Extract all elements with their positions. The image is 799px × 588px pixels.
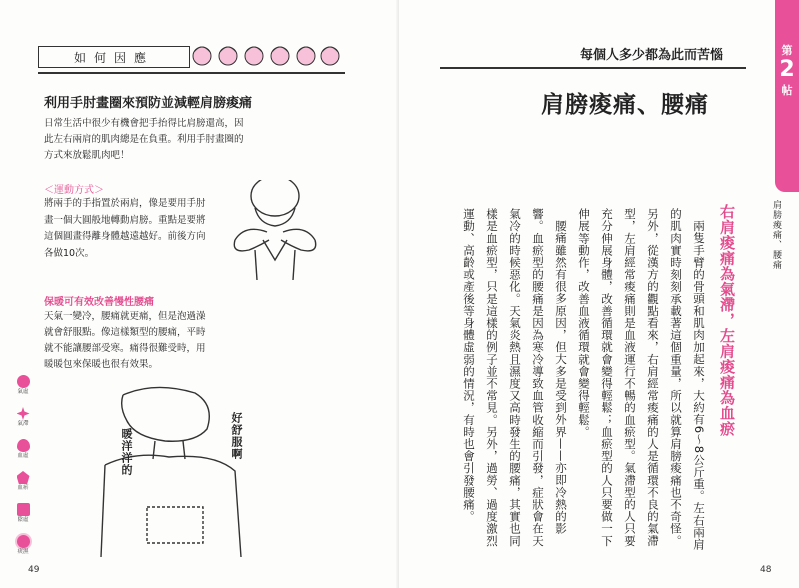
header-rule	[38, 72, 345, 74]
warm-text: 天氣一變冷，腰痛就更痛，但是泡過澡就會舒服點。像這樣類型的腰痛，平時就不能讓腰部受寒。痛得很難受時，用暖暖包來保暖也很有效果。	[44, 311, 206, 370]
faces-illustration	[190, 38, 342, 72]
dampness-icon: 痰濕	[12, 535, 34, 561]
page-number-right: 48	[760, 565, 772, 575]
qi-stagnation-icon: 氣滯	[12, 407, 34, 433]
page-subtitle: 每個人多少都為此而苦惱	[580, 48, 724, 63]
left-page	[0, 0, 399, 588]
blood-deficiency-icon: 血虛	[12, 439, 34, 465]
qi-deficiency-icon: 氣虛	[12, 375, 34, 401]
intro-text: 日常生活中很少有機會把手抬得比肩膀還高，因此左右兩肩的肌肉總是在負重。利用手肘畫圈的方式來放鬆肌肉吧！	[44, 118, 244, 161]
page-title: 肩膀痠痛、腰痛	[541, 92, 709, 118]
vertical-body-text	[440, 208, 710, 553]
vertical-heading: 右肩痠痛為氣滯，左肩痠痛為血瘀	[718, 204, 736, 437]
yin-deficiency-icon: 陰虛	[12, 503, 34, 529]
warm-heading: 保暖可有效改善慢性腰痛	[44, 297, 154, 308]
speech-warm: 暖洋洋的	[120, 428, 133, 476]
blood-stasis-icon: 血瘀	[12, 471, 34, 497]
running-head: 肩膀痠痛、腰痛	[771, 200, 781, 270]
header-box: 如何因應	[38, 46, 190, 68]
exercise-text: 將兩手的手指置於兩肩，像是要用手肘畫一個大圓般地轉動肩膀。重點是要將這個圓畫得離身體越遠越好。前後方向各做10次。	[44, 198, 206, 259]
chapter-tab: 第 2 帖	[775, 0, 799, 192]
title-rule	[440, 67, 746, 69]
page-number-left: 49	[28, 565, 40, 575]
exercise-heading: ＜運動方式＞	[44, 185, 104, 196]
body-paragraph-1: 兩隻手臂的骨頭和肌肉加起來，大約有6～8公斤重。左右兩肩的肌肉實時刻刻承載著這個重量，所以就算肩膀痠痛也不奇怪。另外，從漢方的觀點看來，右肩經常痠痛的人是循環不良的氣滯型，左肩經常痠痛則是血液運行不暢的血瘀型。氣滯型的人只要充分伸展身體，改善循環就會變得輕鬆；血瘀型的人只要做一下伸展等動作，改善血液循環就會變得輕鬆。	[577, 208, 706, 550]
section-title: 利用手肘畫圈來預防並減輕肩膀痠痛	[44, 96, 253, 111]
speech-comfortable: 好舒服啊	[230, 412, 243, 460]
constitution-icons	[12, 375, 34, 567]
shoulder-exercise-illustration	[215, 180, 335, 280]
body-paragraph-2: 腰痛雖然有很多原因，但大多是受到外界——亦即冷熱的影響。血瘀型的腰痛是因為寒冷導致血管收縮而引發，症狀會在天氣冷的時候惡化。天氣炎熱且濕度又高時發生的腰痛，其實也同樣是血瘀型，只是這樣的例子並不常見。另外，過勞、過度激烈運動、高齡或產後等身體虛弱的情況，有時也會引發腰痛。	[462, 208, 568, 547]
